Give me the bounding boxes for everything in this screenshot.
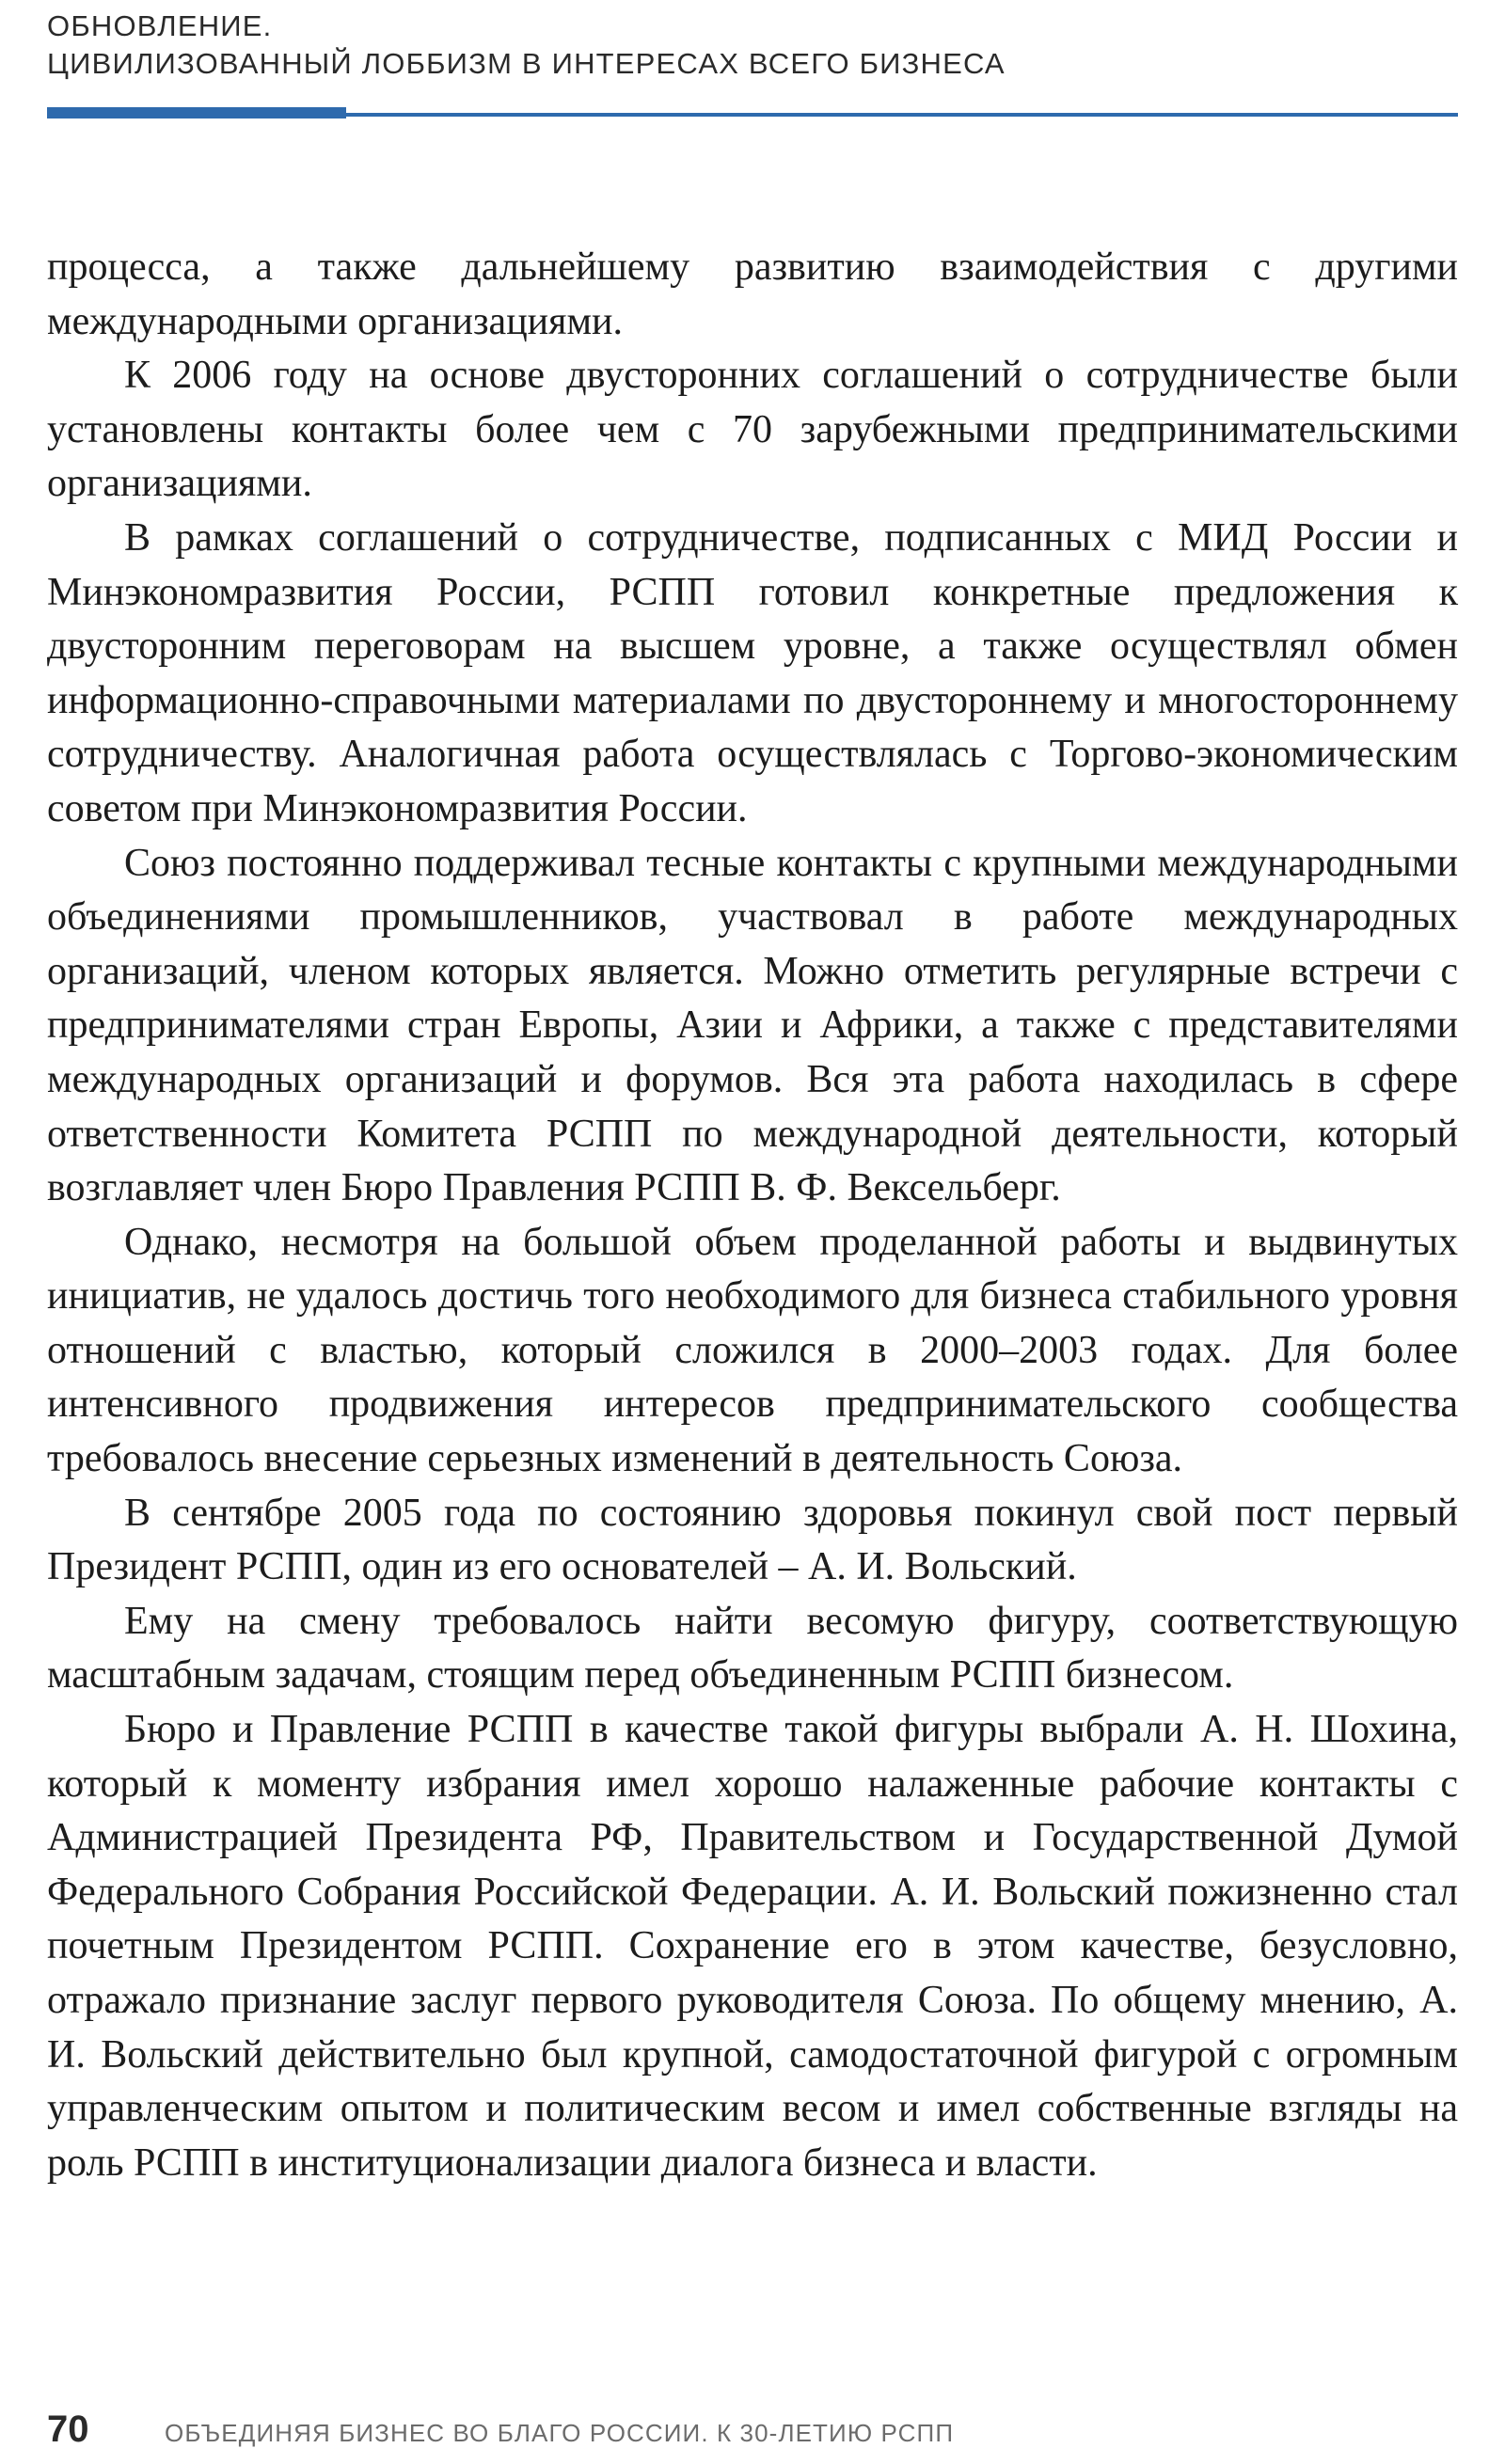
header-chapter-title: ЦИВИЛИЗОВАННЫЙ ЛОББИЗМ В ИНТЕРЕСАХ ВСЕГО БИЗНЕСА [47,47,1006,80]
paragraph: В рамках соглашений о сотрудничестве, подписанных с МИД России и Минэкономразвития России, РСПП готовил конкретные предложения к двусторонним переговорам на высшем уровне, а также осуществлял обмен информационно-справочными материалами по двустороннему и многостороннему сотрудничеству. Аналогичная работа осуществлялась с Торгово-экономическим советом при Минэкономразвития России. [47,515,1458,830]
body-text [47,241,1458,2190]
header-section-label: ОБНОВЛЕНИЕ. [47,9,273,42]
page-footer [47,2403,1458,2459]
paragraph: В сентябре 2005 года по состоянию здоровья покинул свой пост первый Президент РСПП, один из его основателей – А. И. Вольский. [47,1491,1458,1589]
paragraph: К 2006 году на основе двусторонних соглашений о сотрудничестве были установлены контакты более чем с 70 зарубежными предпринимательскими организациями. [47,354,1458,506]
paragraph: Союз постоянно поддерживал тесные контакты с крупными международными объединениями промышленников, участвовал в работе международных организаций, членом которых является. Можно отметить регулярные встречи с предпринимателями стран Европы, Азии и Африки, а также с представителями международных организаций и форумов. Вся эта работа находилась в сфере ответственности Комитета РСПП по международной деятельности, который возглавляет член Бюро Правления РСПП В. Ф. Вексельберг. [47,841,1458,1210]
header-divider [47,113,1458,117]
book-title: ОБЪЕДИНЯЯ БИЗНЕС ВО БЛАГО РОССИИ. К 30-ЛЕТИЮ РСПП [165,2419,955,2447]
paragraph: Бюро и Правление РСПП в качестве такой фигуры выбрали А. Н. Шохина, который к моменту избрания имел хорошо налаженные рабочие контакты с Администрацией Президента РФ, Правительством и Государственной Думой Федерального Собрания Российской Федерации. А. И. Вольский пожизненно стал почетным Президентом РСПП. Сохранение его в этом качестве, безусловно, отражало признание заслуг первого руководителя Союза. По общему мнению, А. И. Вольский действительно был крупной, самодостаточной фигурой с огромным управленческим опытом и политическим весом и имел собственные взгляды на роль РСПП в институционализации диалога бизнеса и власти. [47,1708,1458,2185]
running-header [47,8,1458,83]
paragraph: Ему на смену требовалось найти весомую фигуру, соответствующую масштабным задачам, стоящим перед объединенным РСПП бизнесом. [47,1599,1458,1698]
page-number: 70 [47,2409,89,2450]
paragraph: Однако, несмотря на большой объем проделанной работы и выдвинутых инициатив, не удалось достичь того необходимого для бизнеса стабильного уровня отношений с властью, который сложился в 2000–2003 годах. Для более интенсивного продвижения интересов предпринимательского сообщества требовалось внесение серьезных изменений в деятельность Союза. [47,1220,1458,1481]
paragraph: процесса, а также дальнейшему развитию взаимодействия с другими международными организациями. [47,245,1458,343]
